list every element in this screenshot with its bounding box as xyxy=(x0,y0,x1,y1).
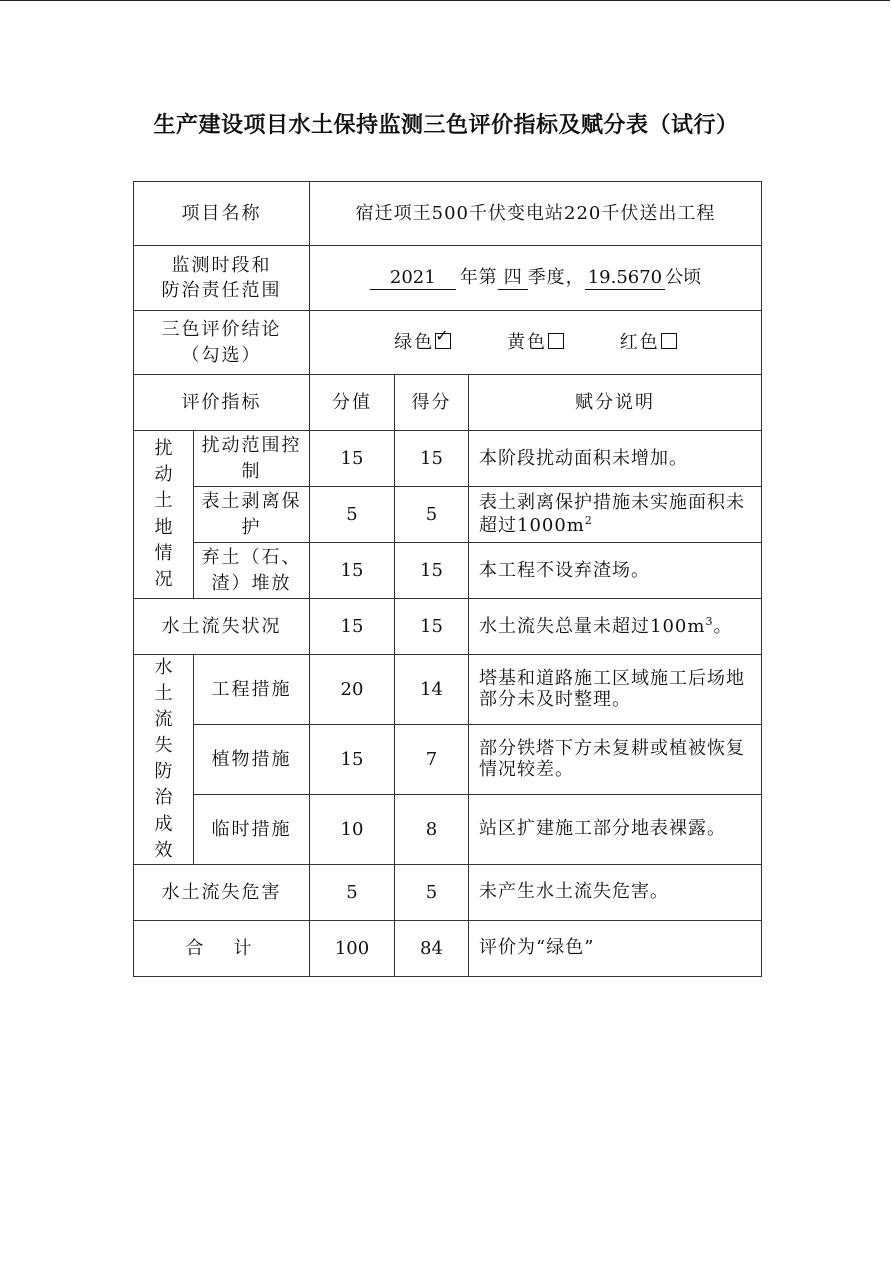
row-score: 8 xyxy=(395,794,469,864)
row-desc-sup: 2 xyxy=(584,514,593,527)
row-name: 水土流失状况 xyxy=(134,599,310,655)
row-desc xyxy=(469,599,762,655)
period-area-unit: 公顷 xyxy=(665,267,702,289)
group-prevention-label: 水土流失防治成效 xyxy=(154,657,173,861)
row-value: 5 xyxy=(310,487,395,543)
period-area: 19.5670 xyxy=(585,267,665,290)
option-yellow-label: 黄色 xyxy=(507,331,547,353)
option-red[interactable] xyxy=(620,330,677,355)
row-desc-text: 水土流失总量未超过100m xyxy=(479,616,706,638)
group-disturbance-label: 扰动土地情况 xyxy=(154,438,173,590)
group-disturbance xyxy=(134,431,194,599)
row-name: 弃土（石、渣）堆放 xyxy=(194,543,310,599)
document-title: 生产建设项目水土保持监测三色评价指标及赋分表（试行） xyxy=(153,113,739,138)
table-row xyxy=(134,431,762,487)
conclusion-label-line1: 三色评价结论 xyxy=(161,319,282,341)
row-score: 5 xyxy=(395,487,469,543)
period-quarter: 四 xyxy=(498,267,528,290)
header-score-got: 得分 xyxy=(395,375,469,431)
row-score: 15 xyxy=(395,543,469,599)
row-score: 14 xyxy=(395,655,469,725)
row-value: 5 xyxy=(310,864,395,920)
row-name: 水土流失危害 xyxy=(134,864,310,920)
row-desc: 站区扩建施工部分地表裸露。 xyxy=(469,794,762,864)
row-name: 临时措施 xyxy=(194,794,310,864)
option-red-label: 红色 xyxy=(619,331,660,353)
row-desc: 塔基和道路施工区域施工后场地部分未及时整理。 xyxy=(469,655,762,725)
table-row xyxy=(134,724,762,794)
table-row xyxy=(134,794,762,864)
period-quarter-suffix: 季度， xyxy=(527,267,585,289)
total-score: 84 xyxy=(395,920,469,976)
period-value xyxy=(310,246,762,311)
table-row xyxy=(134,864,762,920)
row-desc: 未产生水土流失危害。 xyxy=(469,864,762,920)
row-score: 7 xyxy=(395,724,469,794)
option-yellow[interactable] xyxy=(507,330,564,355)
row-value: 15 xyxy=(310,599,395,655)
period-year-suffix: 年第 xyxy=(459,267,498,289)
row-desc-text: 表土剥离保护措施未实施面积未超过1000m xyxy=(479,492,745,536)
row-name: 扰动范围控制 xyxy=(194,431,310,487)
period-year: 2021 xyxy=(370,267,456,290)
total-value: 100 xyxy=(310,920,395,976)
row-value: 10 xyxy=(310,794,395,864)
conclusion-label xyxy=(134,311,310,375)
row-score: 15 xyxy=(395,599,469,655)
group-prevention xyxy=(134,655,194,865)
conclusion-row xyxy=(134,311,762,375)
header-score-value: 分值 xyxy=(310,375,395,431)
conclusion-options xyxy=(310,311,762,375)
row-desc: 本工程不设弃渣场。 xyxy=(469,543,762,599)
total-desc: 评价为“绿色” xyxy=(469,920,762,976)
checkmark-icon: ✓ xyxy=(435,325,449,345)
period-label-line2: 防治责任范围 xyxy=(161,280,282,301)
header-indicator: 评价指标 xyxy=(134,375,310,431)
project-name-label: 项目名称 xyxy=(134,182,310,246)
period-label-line1: 监测时段和 xyxy=(171,254,272,276)
project-name-value: 宿迁项王500千伏变电站220千伏送出工程 xyxy=(310,182,762,246)
row-desc-sup: 3 xyxy=(705,615,714,629)
option-green-label: 绿色 xyxy=(394,331,435,353)
header-row xyxy=(134,375,762,431)
row-value: 20 xyxy=(310,655,395,725)
page-top-border xyxy=(0,0,890,1)
row-value: 15 xyxy=(310,724,395,794)
row-desc: 本阶段扰动面积未增加。 xyxy=(469,431,762,487)
total-row xyxy=(134,920,762,976)
row-name: 工程措施 xyxy=(194,655,310,725)
option-green-checkbox[interactable] xyxy=(435,325,451,349)
row-score: 15 xyxy=(395,431,469,487)
table-row xyxy=(134,543,762,599)
table-row xyxy=(134,487,762,543)
row-desc xyxy=(469,487,762,543)
table-row xyxy=(134,599,762,655)
row-desc-tail: 。 xyxy=(713,616,733,638)
option-red-checkbox[interactable] xyxy=(661,333,677,349)
row-value: 15 xyxy=(310,431,395,487)
project-name-row xyxy=(134,182,762,246)
row-score: 5 xyxy=(395,864,469,920)
header-explanation: 赋分说明 xyxy=(469,375,762,431)
evaluation-table xyxy=(133,181,762,977)
row-desc: 部分铁塔下方未复耕或植被恢复情况较差。 xyxy=(469,724,762,794)
conclusion-label-line2: （勾选） xyxy=(181,344,262,366)
row-value: 15 xyxy=(310,543,395,599)
period-row xyxy=(134,246,762,311)
row-name: 植物措施 xyxy=(194,724,310,794)
row-name: 表土剥离保护 xyxy=(194,487,310,543)
table-row xyxy=(134,655,762,725)
option-green[interactable] xyxy=(394,325,451,355)
total-label: 合 计 xyxy=(134,920,310,976)
period-label xyxy=(134,246,310,311)
option-yellow-checkbox[interactable] xyxy=(548,333,564,349)
